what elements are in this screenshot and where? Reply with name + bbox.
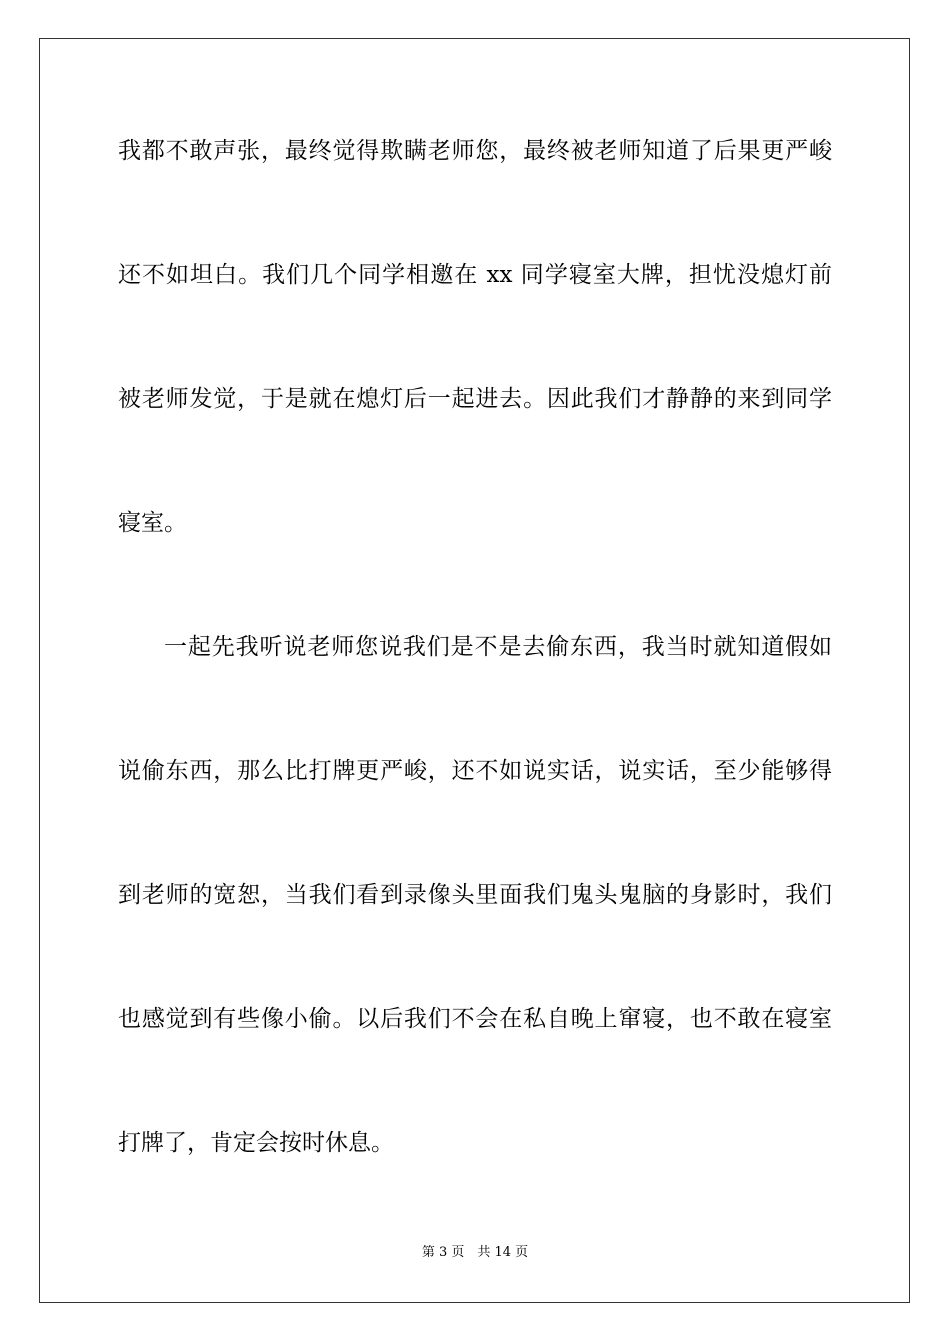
paragraph-line-4: 寝室。: [118, 510, 187, 536]
paragraph-line-5: 一起先我听说老师您说我们是不是去偷东西，我当时就知道假如: [164, 634, 832, 660]
paragraph-line-9: 打牌了，肯定会按时休息。: [118, 1130, 394, 1156]
paragraph-line-6: 说偷东西，那么比打牌更严峻，还不如说实话，说实话，至少能够得: [118, 758, 832, 784]
paragraph-line-3: 被老师发觉，于是就在熄灯后一起进去。因此我们才静静的来到同学: [118, 386, 832, 412]
paragraph-line-8: 也感觉到有些像小偷。以后我们不会在私自晚上窜寝，也不敢在寝室: [118, 1006, 832, 1032]
paragraph-line-7: 到老师的宽恕，当我们看到录像头里面我们鬼头鬼脑的身影时，我们: [118, 882, 832, 908]
page-number-footer: 第 3 页 共 14 页: [421, 1245, 529, 1260]
page-border: [39, 38, 910, 1303]
paragraph-line-2: 还不如坦白。我们几个同学相邀在 xx 同学寝室大牌，担忧没熄灯前: [118, 262, 832, 288]
paragraph-line-1: 我都不敢声张，最终觉得欺瞒老师您，最终被老师知道了后果更严峻: [118, 138, 832, 164]
